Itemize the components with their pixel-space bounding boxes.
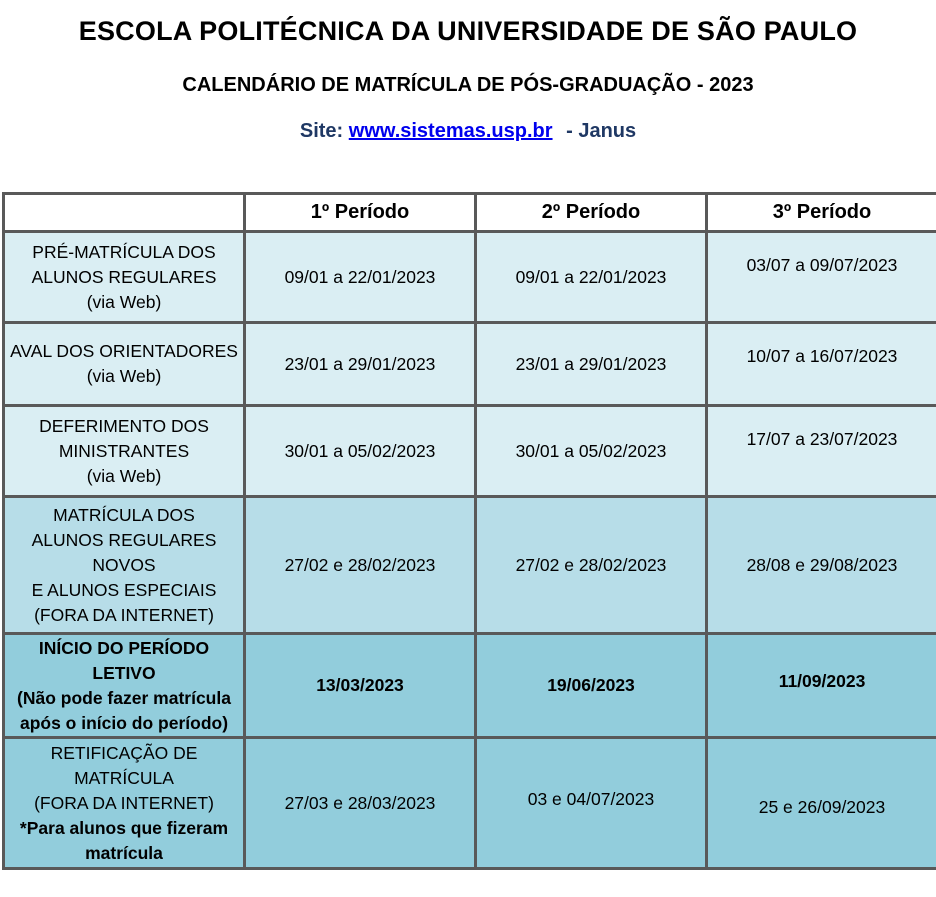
label-line: NOVOS <box>92 554 156 575</box>
row-label-retificacao <box>5 739 243 867</box>
date-text: 17/07 a 23/07/2023 <box>746 428 898 449</box>
date-text: 03/07 a 09/07/2023 <box>746 254 898 275</box>
site-link[interactable]: www.sistemas.usp.br <box>348 120 553 142</box>
label-line: MINISTRANTES <box>58 440 190 461</box>
date-text: 25 e 26/09/2023 <box>758 796 886 817</box>
label-line: matrícula <box>85 842 163 863</box>
label-line: PRÉ-MATRÍCULA DOS <box>32 241 216 262</box>
label-line: (via Web) <box>86 465 162 486</box>
row-label-pre-matricula <box>5 233 243 321</box>
date-cell: 19/06/2023 <box>477 635 705 736</box>
date-cell <box>708 233 936 321</box>
label-line: MATRÍCULA <box>74 767 174 788</box>
label-line: RETIFICAÇÃO DE <box>50 742 198 763</box>
date-cell <box>708 407 936 495</box>
date-cell: 13/03/2023 <box>246 635 474 736</box>
date-cell: 23/01 a 29/01/2023 <box>477 324 705 404</box>
label-line: (FORA DA INTERNET) <box>34 604 214 625</box>
table-row <box>5 324 936 404</box>
date-cell: 27/03 e 28/03/2023 <box>246 739 474 867</box>
header-cell-period-3: 3º Período <box>708 195 936 230</box>
label-line: MATRÍCULA DOS <box>53 504 195 525</box>
site-line <box>0 120 936 143</box>
label-line: (Não pode fazer matrícula <box>17 687 231 708</box>
table-header-row <box>5 195 936 230</box>
page-title: ESCOLA POLITÉCNICA DA UNIVERSIDADE DE SÃO PAULO <box>78 16 858 46</box>
site-suffix: - Janus <box>566 120 637 142</box>
date-cell <box>708 739 936 867</box>
header-cell-period-2: 2º Período <box>477 195 705 230</box>
date-text: 11/09/2023 <box>778 671 866 691</box>
label-line: após o início do período) <box>19 712 229 733</box>
label-line: AVAL DOS ORIENTADORES <box>10 341 238 361</box>
site-label: Site: <box>299 120 344 142</box>
label-line: E ALUNOS ESPECIAIS <box>31 579 217 600</box>
label-line: LETIVO <box>92 662 156 683</box>
label-line: (via Web) <box>86 291 162 312</box>
date-cell <box>477 739 705 867</box>
date-cell: 09/01 a 22/01/2023 <box>246 233 474 321</box>
label-line: (via Web) <box>86 366 162 386</box>
row-label-inicio-periodo <box>5 635 243 736</box>
label-line: ALUNOS REGULARES <box>31 529 217 550</box>
date-cell: 30/01 a 05/02/2023 <box>477 407 705 495</box>
page-subtitle: CALENDÁRIO DE MATRÍCULA DE PÓS-GRADUAÇÃO - 2023 <box>182 74 754 96</box>
row-label-aval-orientadores <box>5 324 243 404</box>
table-row <box>5 498 936 632</box>
date-text: 10/07 a 16/07/2023 <box>746 345 898 366</box>
date-cell <box>708 324 936 404</box>
date-text: 03 e 04/07/2023 <box>527 788 655 809</box>
row-label-deferimento <box>5 407 243 495</box>
date-cell: 27/02 e 28/02/2023 <box>477 498 705 632</box>
table-row <box>5 739 936 867</box>
label-line: ALUNOS REGULARES <box>31 266 217 287</box>
date-cell: 28/08 e 29/08/2023 <box>708 498 936 632</box>
date-cell: 23/01 a 29/01/2023 <box>246 324 474 404</box>
date-cell: 30/01 a 05/02/2023 <box>246 407 474 495</box>
calendar-table <box>2 192 936 870</box>
header-cell-period-1: 1º Período <box>246 195 474 230</box>
row-label-matricula <box>5 498 243 632</box>
label-line: (FORA DA INTERNET) <box>34 792 214 813</box>
date-cell <box>708 635 936 736</box>
header-cell-empty <box>5 195 243 230</box>
table-row <box>5 635 936 736</box>
label-line: *Para alunos que fizeram <box>19 817 229 838</box>
date-cell: 09/01 a 22/01/2023 <box>477 233 705 321</box>
table-row <box>5 233 936 321</box>
label-line: DEFERIMENTO DOS <box>39 415 209 436</box>
table-row <box>5 407 936 495</box>
date-cell: 27/02 e 28/02/2023 <box>246 498 474 632</box>
label-line: INÍCIO DO PERÍODO <box>38 637 210 658</box>
